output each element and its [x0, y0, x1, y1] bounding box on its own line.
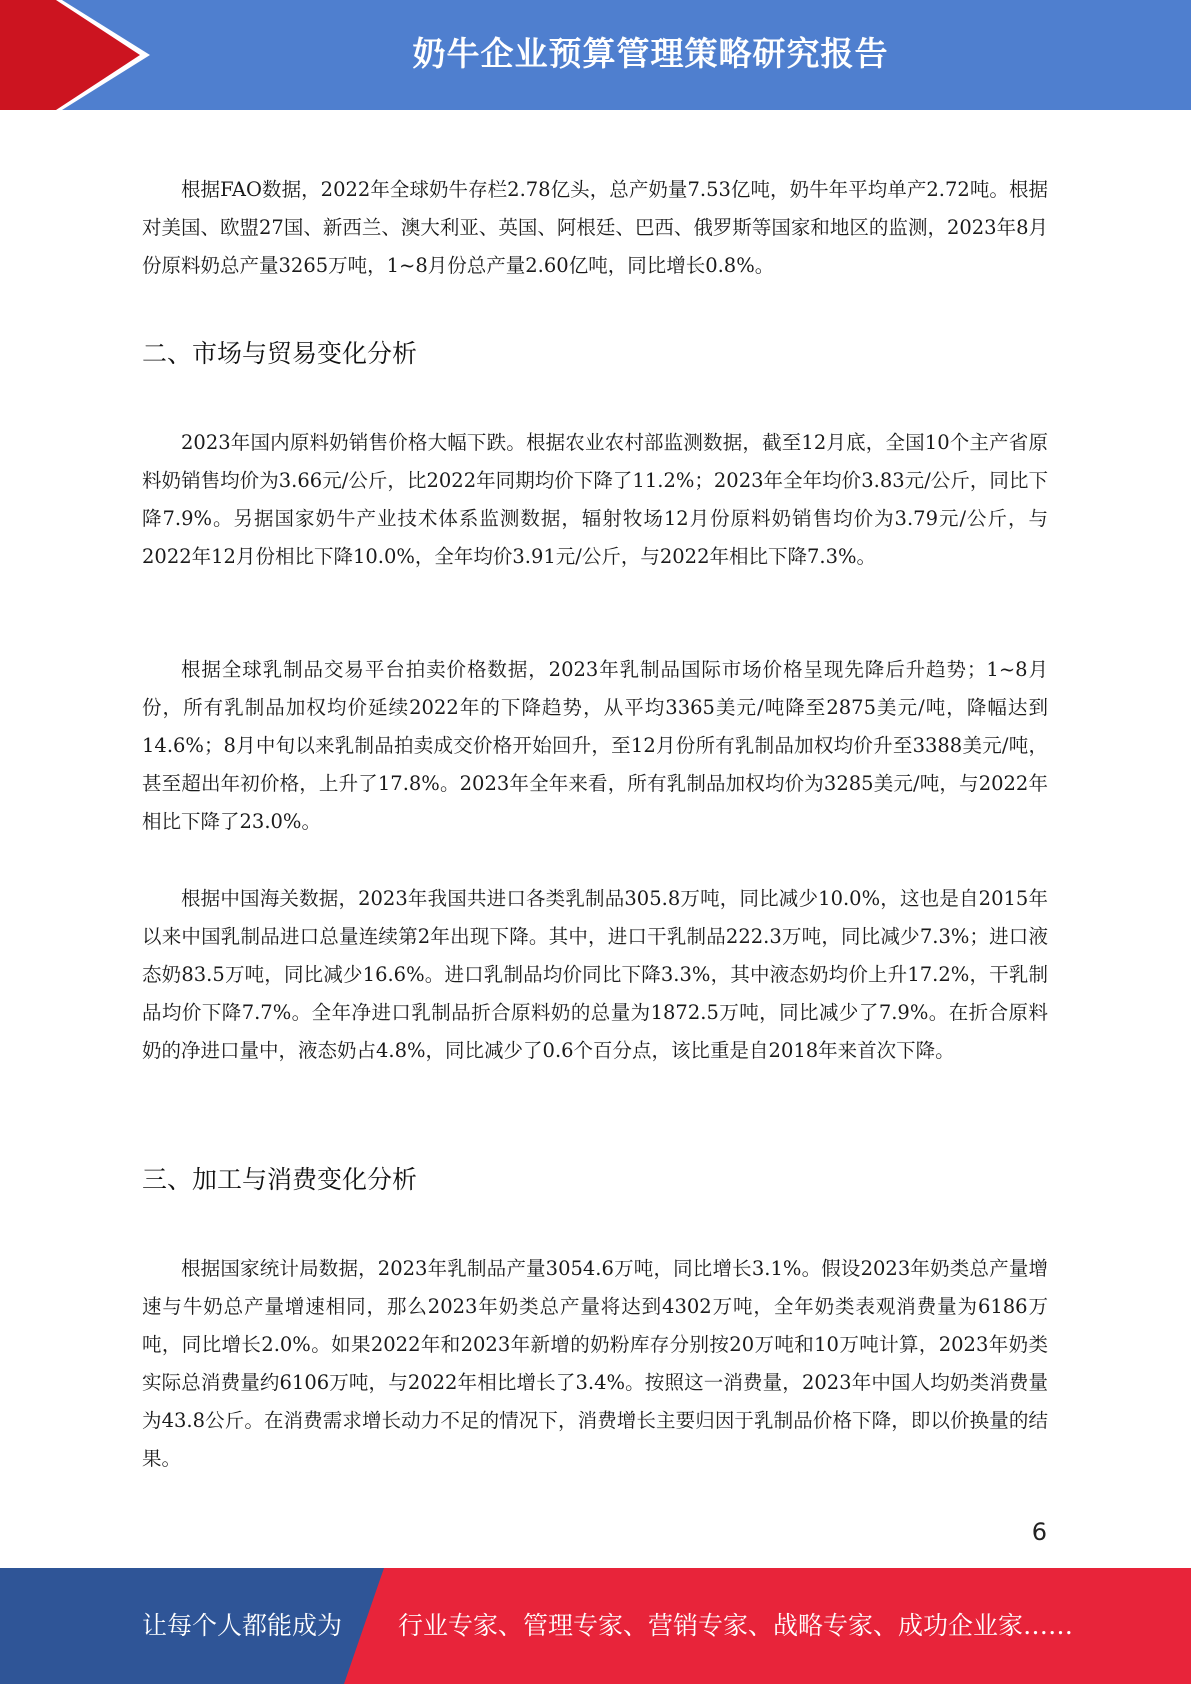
- header-title: 奶牛企业预算管理策略研究报告: [412, 34, 889, 73]
- section-heading: 二、市场与贸易变化分析: [142, 339, 418, 368]
- section-2-paragraph: 2023年国内原料奶销售价格大幅下跌。根据农业农村部监测数据，截至12月底，全国10个主产省原料奶销售均价为3.66元/公斤，比2022年同期均价下降了11.2%；2023年全年均价3.83元/公斤，同比下降7.9%。另据国家奶牛产业技术体系监测数据，辐射牧场12月份原料奶销售均价为3.79元/公斤，与2022年12月份相比下降10.0%，全年均价3.91元/公斤，与2022年相比下降7.3%。: [142, 431, 1048, 568]
- footer-slogan-left: 让每个人都能成为: [142, 1611, 343, 1640]
- section-3-heading-wrap: [142, 1160, 1048, 1196]
- section-3-paragraph: 根据国家统计局数据，2023年乳制品产量3054.6万吨，同比增长3.1%。假设2023年奶类总产量增速与牛奶总产量增速相同，那么2023年奶类总产量将达到4302万吨，全年奶类表观消费量为6186万吨，同比增长2.0%。如果2022年和2023年新增的奶粉库存分别按20万吨和10万吨计算，2023年奶类实际总消费量约6106万吨，与2022年相比增长了3.4%。按照这一消费量，2023年中国人均奶类消费量为43.8公斤。在消费需求增长动力不足的情况下，消费增长主要归因于乳制品价格下降，即以价换量的结果。: [142, 1257, 1048, 1470]
- page-number: 6: [1031, 1518, 1047, 1546]
- section-2-paragraph: 根据中国海关数据，2023年我国共进口各类乳制品305.8万吨，同比减少10.0%，这也是自2015年以来中国乳制品进口总量连续第2年出现下降。其中，进口干乳制品222.3万吨，同比减少7.3%；进口液态奶83.5万吨，同比减少16.6%。进口乳制品均价同比下降3.3%，其中液态奶均价上升17.2%，干乳制品均价下降7.7%。全年净进口乳制品折合原料奶的总量为1872.5万吨，同比减少了7.9%。在折合原料奶的净进口量中，液态奶占4.8%，同比减少了0.6个百分点，该比重是自2018年来首次下降。: [142, 887, 1048, 1062]
- section-2-paragraph-2-wrap: [142, 651, 1048, 841]
- section-2-paragraph-1-wrap: [142, 424, 1048, 576]
- section-2-heading-wrap: [142, 334, 1048, 370]
- intro-section: [142, 171, 1048, 285]
- section-heading: 三、加工与消费变化分析: [142, 1165, 418, 1194]
- section-2-paragraph: 根据全球乳制品交易平台拍卖价格数据，2023年乳制品国际市场价格呈现先降后升趋势；1~8月份，所有乳制品加权均价延续2022年的下降趋势，从平均3365美元/吨降至2875美元/吨，降幅达到14.6%；8月中旬以来乳制品拍卖成交价格开始回升，至12月份所有乳制品加权均价升至3388美元/吨，甚至超出年初价格，上升了17.8%。2023年全年来看，所有乳制品加权均价为3285美元/吨，与2022年相比下降了23.0%。: [142, 658, 1048, 833]
- section-2-paragraph-3-wrap: [142, 880, 1048, 1070]
- section-3-paragraph-1-wrap: [142, 1250, 1048, 1478]
- page-header: [0, 0, 1191, 110]
- footer-slogan-right: 行业专家、管理专家、营销专家、战略专家、成功企业家……: [398, 1611, 1074, 1640]
- page-footer: [0, 1568, 1191, 1684]
- intro-paragraph: 根据FAO数据，2022年全球奶牛存栏2.78亿头，总产奶量7.53亿吨，奶牛年平均单产2.72吨。根据对美国、欧盟27国、新西兰、澳大利亚、英国、阿根廷、巴西、俄罗斯等国家和地区的监测，2023年8月份原料奶总产量3265万吨，1~8月份总产量2.60亿吨，同比增长0.8%。: [142, 178, 1048, 277]
- header-arrow-decoration: [0, 0, 150, 110]
